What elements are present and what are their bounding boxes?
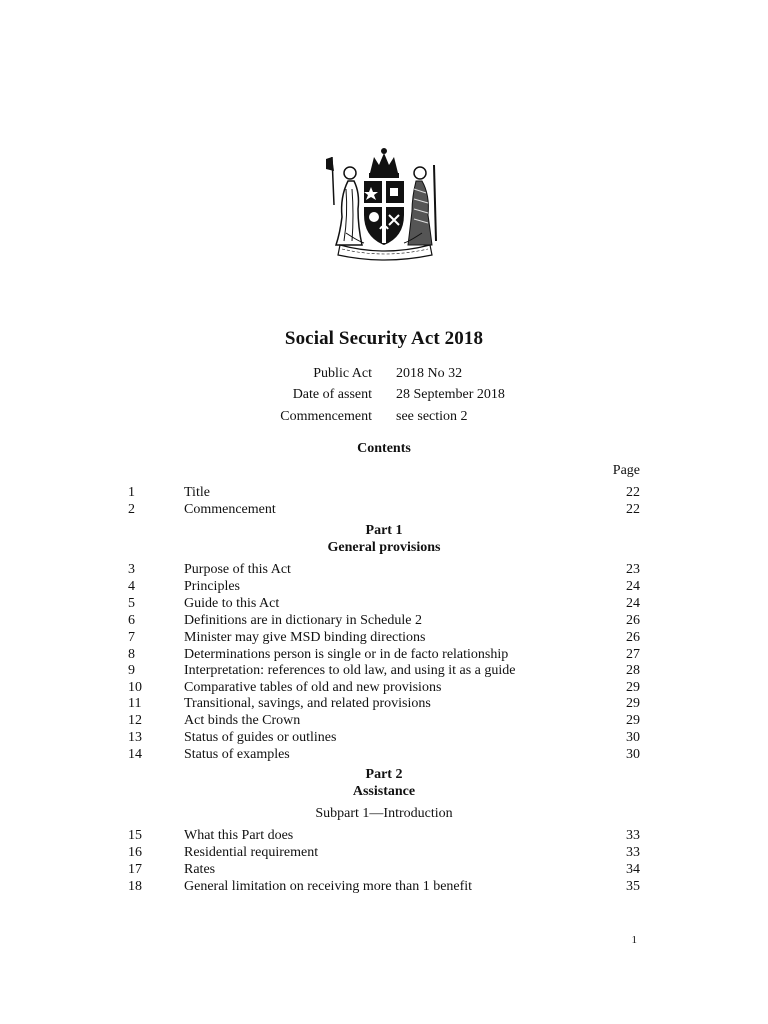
section-number: 11 (128, 696, 142, 711)
section-page: 33 (626, 828, 640, 843)
section-title: Rates (184, 862, 216, 877)
meta-label: Public Act (313, 366, 372, 381)
nz-coat-of-arms-icon (318, 145, 450, 263)
section-page: 26 (626, 630, 640, 645)
act-title: Social Security Act 2018 (284, 328, 484, 349)
toc-row[interactable] (0, 729, 768, 746)
section-title: Status of guides or outlines (184, 730, 337, 745)
section-title: Minister may give MSD binding directions (184, 630, 426, 645)
section-page: 29 (626, 696, 640, 711)
toc-row[interactable] (0, 612, 768, 629)
toc-row[interactable] (0, 861, 768, 878)
section-number: 6 (128, 613, 135, 628)
section-page: 26 (626, 613, 640, 628)
toc-row[interactable] (0, 662, 768, 679)
section-title: Act binds the Crown (184, 713, 301, 728)
section-number: 17 (128, 862, 142, 877)
section-title: Residential requirement (184, 845, 319, 860)
section-page: 29 (626, 713, 640, 728)
section-page: 34 (626, 862, 640, 877)
section-title: Definitions are in dictionary in Schedule 2 (184, 613, 422, 628)
section-title: Commencement (184, 502, 276, 517)
section-number: 18 (128, 879, 142, 894)
section-page: 33 (626, 845, 640, 860)
part-2-number: Part 2 (365, 767, 403, 782)
section-number: 5 (128, 596, 135, 611)
meta-label: Date of assent (292, 387, 372, 402)
section-number: 14 (128, 747, 142, 762)
section-title: Status of examples (184, 747, 290, 762)
section-title: General limitation on receiving more than 1 benefit (184, 879, 473, 894)
toc-row[interactable] (0, 629, 768, 646)
toc-row[interactable] (0, 561, 768, 578)
section-number: 12 (128, 713, 142, 728)
meta-value: 2018 No 32 (396, 366, 463, 381)
toc-row[interactable] (0, 878, 768, 895)
toc-row[interactable] (0, 746, 768, 763)
contents-heading: Contents (357, 441, 411, 456)
part-1-title: General provisions (327, 540, 441, 555)
section-title: Comparative tables of old and new provisions (184, 680, 442, 695)
section-page: 30 (626, 747, 640, 762)
section-number: 16 (128, 845, 142, 860)
section-title: Determinations person is single or in de facto relationship (184, 647, 509, 662)
subpart-1-heading: Subpart 1—Introduction (315, 806, 453, 821)
toc-row[interactable] (0, 501, 768, 518)
toc-row[interactable] (0, 827, 768, 844)
section-number: 2 (128, 502, 135, 517)
toc-row[interactable] (0, 844, 768, 861)
meta-value: 28 September 2018 (396, 387, 505, 402)
section-page: 22 (626, 485, 640, 500)
section-number: 15 (128, 828, 142, 843)
section-title: Interpretation: references to old law, and using it as a guide (184, 663, 516, 678)
section-title: Transitional, savings, and related provisions (184, 696, 431, 711)
section-page: 28 (626, 663, 640, 678)
section-number: 9 (128, 663, 135, 678)
toc-row[interactable] (0, 679, 768, 696)
meta-label: Commencement (280, 409, 372, 424)
page-number: 1 (631, 934, 637, 946)
section-title: Principles (184, 579, 240, 594)
toc-row[interactable] (0, 712, 768, 729)
page-column-label: Page (612, 463, 640, 478)
section-number: 8 (128, 647, 135, 662)
section-title: What this Part does (184, 828, 294, 843)
section-page: 29 (626, 680, 640, 695)
section-number: 10 (128, 680, 142, 695)
section-page: 23 (626, 562, 640, 577)
toc-row[interactable] (0, 578, 768, 595)
section-number: 7 (128, 630, 135, 645)
section-title: Title (184, 485, 210, 500)
toc-row[interactable] (0, 646, 768, 663)
section-number: 4 (128, 579, 135, 594)
section-title: Guide to this Act (184, 596, 280, 611)
toc-row[interactable] (0, 595, 768, 612)
meta-value: see section 2 (396, 409, 468, 424)
toc-row[interactable] (0, 484, 768, 501)
part-1-number: Part 1 (365, 523, 403, 538)
section-page: 27 (626, 647, 640, 662)
toc-row[interactable] (0, 695, 768, 712)
section-title: Purpose of this Act (184, 562, 291, 577)
part-2-title: Assistance (352, 784, 416, 799)
section-number: 3 (128, 562, 135, 577)
section-page: 24 (626, 596, 640, 611)
section-number: 13 (128, 730, 142, 745)
section-page: 22 (626, 502, 640, 517)
section-page: 30 (626, 730, 640, 745)
section-page: 24 (626, 579, 640, 594)
section-page: 35 (626, 879, 640, 894)
section-number: 1 (128, 485, 135, 500)
